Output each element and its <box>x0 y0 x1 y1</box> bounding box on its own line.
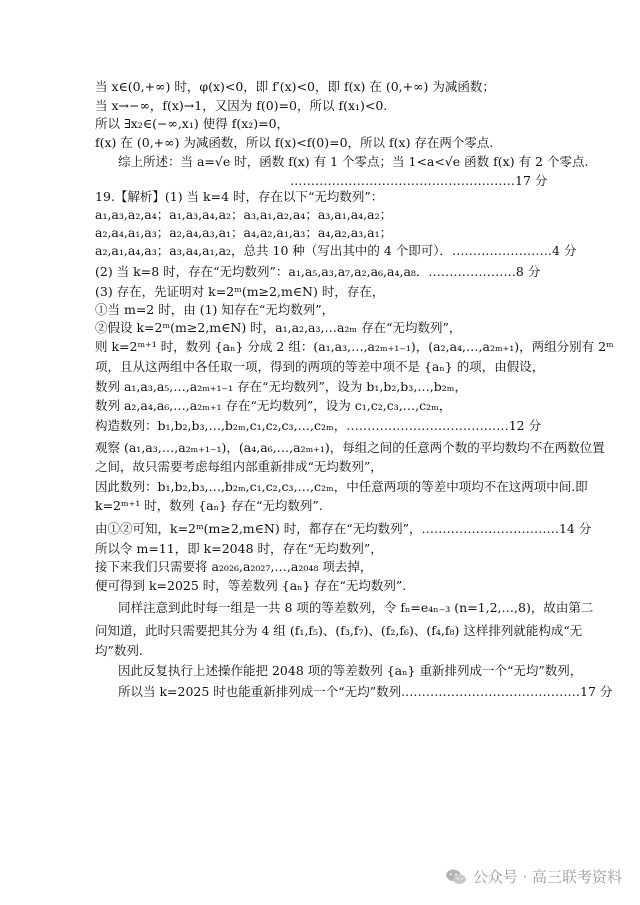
text-line: 由①②可知，k=2ᵐ(m≥2,m∈N) 时，都存在“无均数列”，……………………………14 分 <box>95 521 592 536</box>
text-line: a₂,a₁,a₄,a₃；a₃,a₄,a₁,a₂，总共 10 种（写出其中的 4 个即可）．……………………4 分 <box>95 243 577 258</box>
watermark <box>445 866 622 887</box>
text-line: 之间，故只需要考虑每组内部重新排成“无均数列”， <box>95 459 383 474</box>
text-line: 同样注意到此时每一组是一共 8 项的等差数列，令 fₙ=e₄ₙ₋₃ (n=1,2,…,8)，故由第二 <box>118 600 594 615</box>
text-line: ①当 m=2 时，由 (1) 知存在“无均数列”， <box>95 302 335 317</box>
text-line: 便可得到 k=2025 时，等差数列 {aₙ} 存在“无均数列”. <box>95 578 407 593</box>
text-line: (2) 当 k=8 时，存在“无均数列”：a₁,a₅,a₃,a₇,a₂,a₆,a₄,a₈．…………………8 分 <box>95 264 541 279</box>
text-line: a₂,a₄,a₁,a₃；a₂,a₄,a₃,a₁；a₄,a₂,a₁,a₃；a₄,a₂,a₃,a₁； <box>95 225 393 240</box>
section-heading: 19.【解析】(1) 当 k=4 时，存在以下“无均数列”： <box>95 189 384 204</box>
wechat-icon <box>445 869 467 885</box>
text-line: ………………………………………………17 分 <box>290 173 548 188</box>
text-line: ②假设 k=2ᵐ(m≥2,m∈N) 时，a₁,a₂,a₃,…a₂ₘ 存在“无均数列”， <box>95 320 462 335</box>
text-line: 均”数列. <box>95 643 143 658</box>
text-line: 因此反复执行上述操作能把 2048 项的等差数列 {aₙ} 重新排列成一个“无均”数列， <box>118 663 583 678</box>
text-line: 所以令 m=11，即 k=2048 时，存在“无均数列”， <box>95 541 383 556</box>
text-line: 所以 ∃x₂∈(−∞,x₁) 使得 f(x₂)=0， <box>95 116 290 131</box>
text-line: a₁,a₃,a₂,a₄；a₁,a₃,a₄,a₂；a₃,a₁,a₂,a₄；a₃,a₁,a₄,a₂； <box>95 207 393 222</box>
watermark-text: 公众号 · 高三联考资料 <box>472 868 622 886</box>
text-line: 当 x∈(0,+∞) 时，φ(x)<0，即 f′(x)<0，即 f(x) 在 (0,+∞) 为减函数； <box>95 79 495 94</box>
text-line: 数列 a₂,a₄,a₆,…,a₂ₘ₊₁ 存在“无均数列”，设为 c₁,c₂,c₃,…,c₂ₘ， <box>95 398 452 413</box>
text-line: 综上所述：当 a=√e 时，函数 f(x) 有 1 个零点；当 1<a<√e 函数 f(x) 有 2 个零点. <box>118 154 589 169</box>
text-line: 则 k=2ᵐ⁺¹ 时，数列 {aₙ} 分成 2 组：(a₁,a₃,…,a₂ₘ₊₁₋₁)，(a₂,a₄,…,a₂ₘ₊₁)，两组分别有 2ᵐ <box>95 339 614 354</box>
text-line: 接下来我们只需要将 a₂₀₂₆,a₂₀₂₇,…,a₂₀₄₈ 项去掉， <box>95 559 373 574</box>
text-line: 问知道，此时只需要把其分为 4 组 (f₁,f₅)、(f₃,f₇)、(f₂,f₆)、(f₄,f₈) 这样排列就能构成“无 <box>95 623 583 638</box>
text-line: 所以当 k=2025 时也能重新排列成一个“无均”数列.……………………………………17 分 <box>118 684 613 699</box>
text-line: 因此数列：b₁,b₂,b₃,…,b₂ₘ,c₁,c₂,c₃,…,c₂ₘ，中任意两项的等差中项均不在这两项中间.即 <box>95 479 588 494</box>
text-line: 观察 (a₁,a₃,…,a₂ₘ₊₁₋₁)，(a₄,a₆,…,a₂ₘ₊₁)，每组之间的任意两个数的平均数均不在两数位置 <box>95 440 605 455</box>
text-line: 数列 a₁,a₃,a₅,…,a₂ₘ₊₁₋₁ 存在“无均数列”，设为 b₁,b₂,b₃,…,b₂ₘ， <box>95 379 467 394</box>
text-line: f(x) 在 (0,+∞) 为减函数，所以 f(x)<f(0)=0，所以 f(x) 存在两个零点. <box>95 135 494 150</box>
text-line: (3) 存在，先证明对 k=2ᵐ(m≥2,m∈N) 时，存在， <box>95 284 385 299</box>
text-line: 项，且从这两组中各任取一项，得到的两项的等差中项不是 {aₙ} 的项，由假设， <box>95 359 545 374</box>
text-line: k=2ᵐ⁺¹ 时，数列 {aₙ} 存在“无均数列”. <box>95 498 323 513</box>
text-line: 构造数列：b₁,b₂,b₃,…,b₂ₘ,c₁,c₂,c₃,…,c₂ₘ，…………………………………12 分 <box>95 418 542 433</box>
text-line: 当 x→−∞，f(x)→1，又因为 f(0)=0，所以 f(x₁)<0. <box>95 98 388 113</box>
